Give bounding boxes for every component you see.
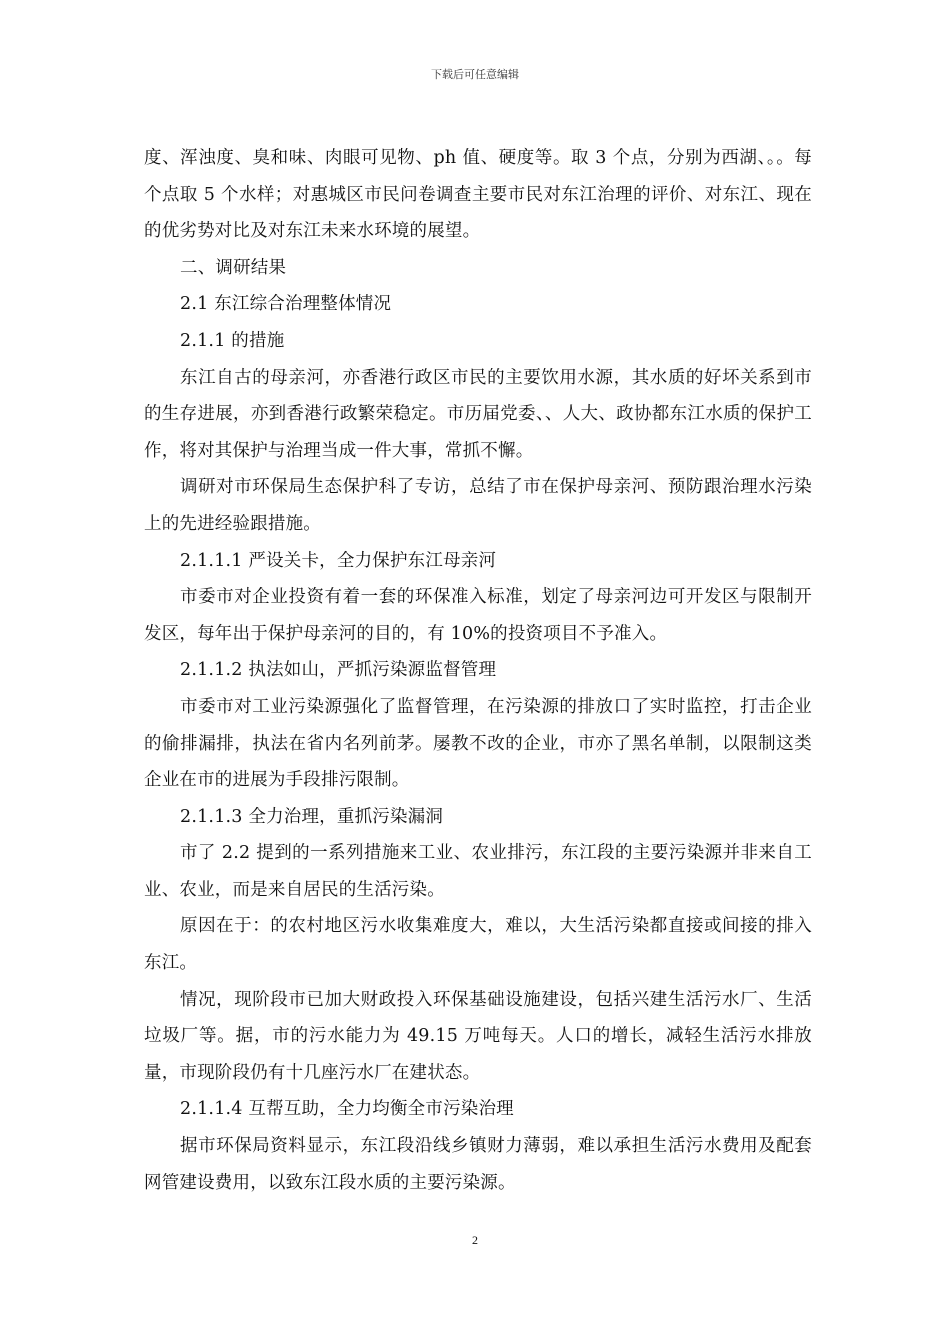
page-header: 下载后可任意编辑 <box>431 68 519 81</box>
paragraph: 原因在于：的农村地区污水收集难度大，难以，大生活污染都直接或间接的排入东江。 <box>144 916 812 974</box>
paragraph: 度、浑浊度、臭和味、肉眼可见物、ph 值、硬度等。取 3 个点，分别为西湖、。。每个点取 5 个水样；对惠城区市民问卷调查主要市民对东江治理的评价、对东江、现在的优劣势对比及对东江未来水环境的展望。 <box>144 148 812 242</box>
page-number: 2 <box>472 1233 478 1247</box>
section-heading: 2.1.1 的措施 <box>180 330 285 351</box>
section-heading: 2.1.1.2 执法如山，严抓污染源监督管理 <box>180 660 497 681</box>
paragraph: 调研对市环保局生态保护科了专访，总结了市在保护母亲河、预防跟治理水污染上的先进经验跟措施。 <box>144 477 812 534</box>
section-heading: 二、调研结果 <box>180 257 287 278</box>
paragraph: 据市环保局资料显示，东江段沿线乡镇财力薄弱，难以承担生活污水费用及配套网管建设费用，以致东江段水质的主要污染源。 <box>144 1136 812 1193</box>
section-heading: 2.1 东江综合治理整体情况 <box>180 294 392 315</box>
paragraph: 东江自古的母亲河，亦香港行政区市民的主要饮用水源，其水质的好坏关系到市的生存进展，亦到香港行政繁荣稳定。市历届党委、、人大、政协都东江水质的保护工作，将对其保护与治理当成一件大事，常抓不懈。 <box>144 367 812 461</box>
section-heading: 2.1.1.3 全力治理，重抓污染漏洞 <box>180 806 444 827</box>
paragraph: 市了 2.2 提到的一系列措施来工业、农业排污，东江段的主要污染源并非来自工业、农业，而是来自居民的生活污染。 <box>144 843 812 900</box>
section-heading: 2.1.1.1 严设关卡，全力保护东江母亲河 <box>180 550 497 571</box>
paragraph: 市委市对工业污染源强化了监督管理，在污染源的排放口了实时监控，打击企业的偷排漏排，执法在省内名列前茅。屡教不改的企业，市亦了黑名单制，以限制这类企业在市的进展为手段排污限制。 <box>144 696 812 791</box>
section-heading: 2.1.1.4 互帮互助，全力均衡全市污染治理 <box>180 1099 514 1120</box>
paragraph: 情况，现阶段市已加大财政投入环保基础设施建设，包括兴建生活污水厂、生活垃圾厂等。据，市的污水能力为 49.15 万吨每天。人口的增长，减轻生活污水排放量，市现阶段仍有十几座污水厂在建状态。 <box>144 989 812 1083</box>
paragraph: 市委市对企业投资有着一套的环保准入标准，划定了母亲河边可开发区与限制开发区，每年出于保护母亲河的目的，有 10%的投资项目不予准入。 <box>144 587 812 644</box>
body-text <box>144 140 812 1201</box>
